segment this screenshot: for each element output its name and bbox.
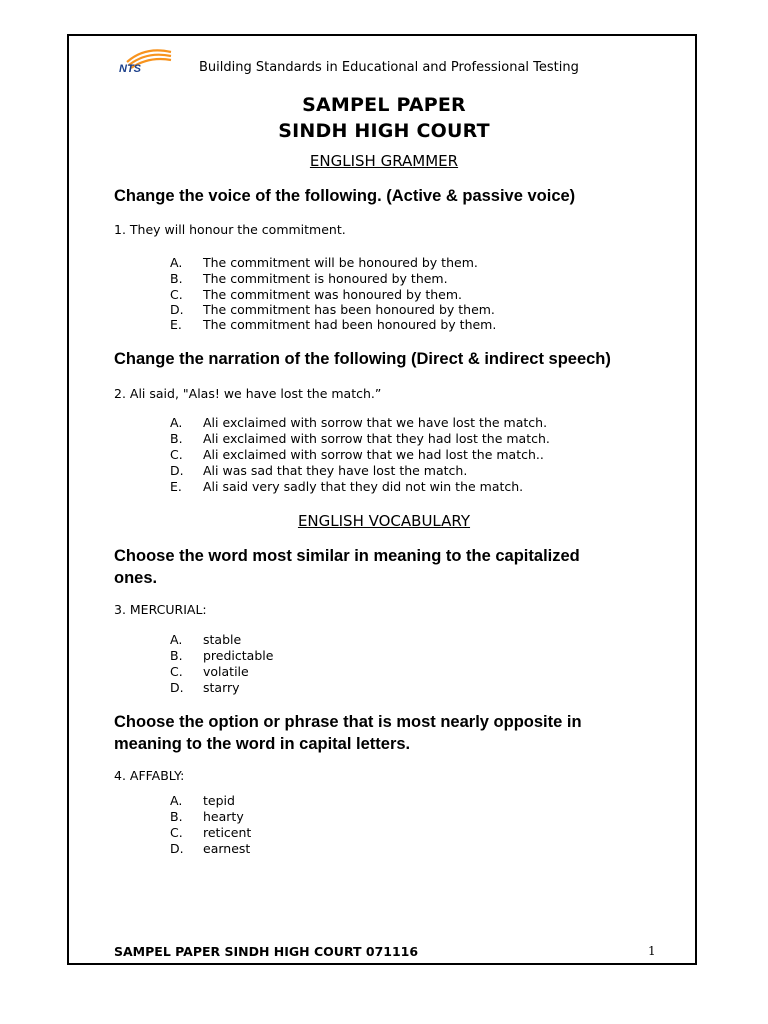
q1-option-text: The commitment will be honoured by them.: [203, 255, 478, 270]
q4-option-letter: D.: [170, 841, 184, 856]
q1-option-letter: B.: [170, 271, 183, 286]
q3-option-letter: C.: [170, 664, 183, 679]
q4-option-text: earnest: [203, 841, 251, 856]
q3-instruction-line-1: Choose the word most similar in meaning to the capitalized: [114, 547, 580, 565]
q1-option-text: The commitment has been honoured by them.: [203, 302, 495, 317]
q2-option-letter: C.: [170, 447, 183, 462]
q1-question: 1. They will honour the commitment.: [114, 222, 346, 237]
q3-option-letter: D.: [170, 680, 184, 695]
q1-option-letter: A.: [170, 255, 183, 270]
q4-option-letter: A.: [170, 793, 183, 808]
grammar-heading: ENGLISH GRAMMER: [309, 152, 459, 170]
q3-option-text: starry: [203, 680, 240, 695]
q3-option-text: volatile: [203, 664, 249, 679]
q3-question: 3. MERCURIAL:: [114, 602, 207, 617]
q4-option-letter: C.: [170, 825, 183, 840]
page-number: 1: [648, 944, 656, 958]
q1-option-letter: E.: [170, 317, 182, 332]
q3-option-text: stable: [203, 632, 242, 647]
q2-question: 2. Ali said, "Alas! we have lost the match.”: [114, 386, 382, 401]
q1-option-text: The commitment had been honoured by them.: [203, 317, 497, 332]
page-border: [67, 34, 697, 965]
q3-option-text: predictable: [203, 648, 274, 663]
title-line-2: SINDH HIGH COURT: [278, 120, 490, 142]
q3-option-letter: A.: [170, 632, 183, 647]
q4-instruction-line-1: Choose the option or phrase that is most nearly opposite in: [114, 713, 582, 731]
q3-instruction-line-2: ones.: [114, 569, 158, 587]
title-line-1: SAMPEL PAPER: [302, 94, 466, 116]
q2-option-letter: E.: [170, 479, 182, 494]
q1-option-text: The commitment was honoured by them.: [203, 287, 462, 302]
nts-logo: [117, 46, 173, 76]
q2-option-text: Ali exclaimed with sorrow that they had lost the match.: [203, 431, 550, 446]
q2-instruction: Change the narration of the following (Direct & indirect speech): [114, 350, 611, 368]
q1-option-letter: C.: [170, 287, 183, 302]
q2-option-text: Ali exclaimed with sorrow that we had lost the match..: [203, 447, 544, 462]
footer-text: SAMPEL PAPER SINDH HIGH COURT 071116: [114, 944, 419, 959]
q2-option-letter: A.: [170, 415, 183, 430]
q3-option-letter: B.: [170, 648, 183, 663]
q2-option-letter: B.: [170, 431, 183, 446]
q1-instruction: Change the voice of the following. (Active & passive voice): [114, 187, 576, 205]
q2-option-letter: D.: [170, 463, 184, 478]
q4-option-text: tepid: [203, 793, 235, 808]
q2-option-text: Ali was sad that they have lost the match.: [203, 463, 468, 478]
q4-instruction-line-2: meaning to the word in capital letters.: [114, 735, 411, 753]
q2-option-text: Ali exclaimed with sorrow that we have lost the match.: [203, 415, 548, 430]
logo-text: NTS: [119, 63, 141, 75]
q1-option-letter: D.: [170, 302, 184, 317]
q4-question: 4. AFFABLY:: [114, 768, 185, 783]
q4-option-letter: B.: [170, 809, 183, 824]
q2-option-text: Ali said very sadly that they did not win the match.: [203, 479, 524, 494]
q4-option-text: reticent: [203, 825, 252, 840]
q1-option-text: The commitment is honoured by them.: [203, 271, 448, 286]
q4-option-text: hearty: [203, 809, 244, 824]
tagline: Building Standards in Educational and Professional Testing: [199, 60, 579, 75]
vocab-heading: ENGLISH VOCABULARY: [297, 512, 471, 530]
